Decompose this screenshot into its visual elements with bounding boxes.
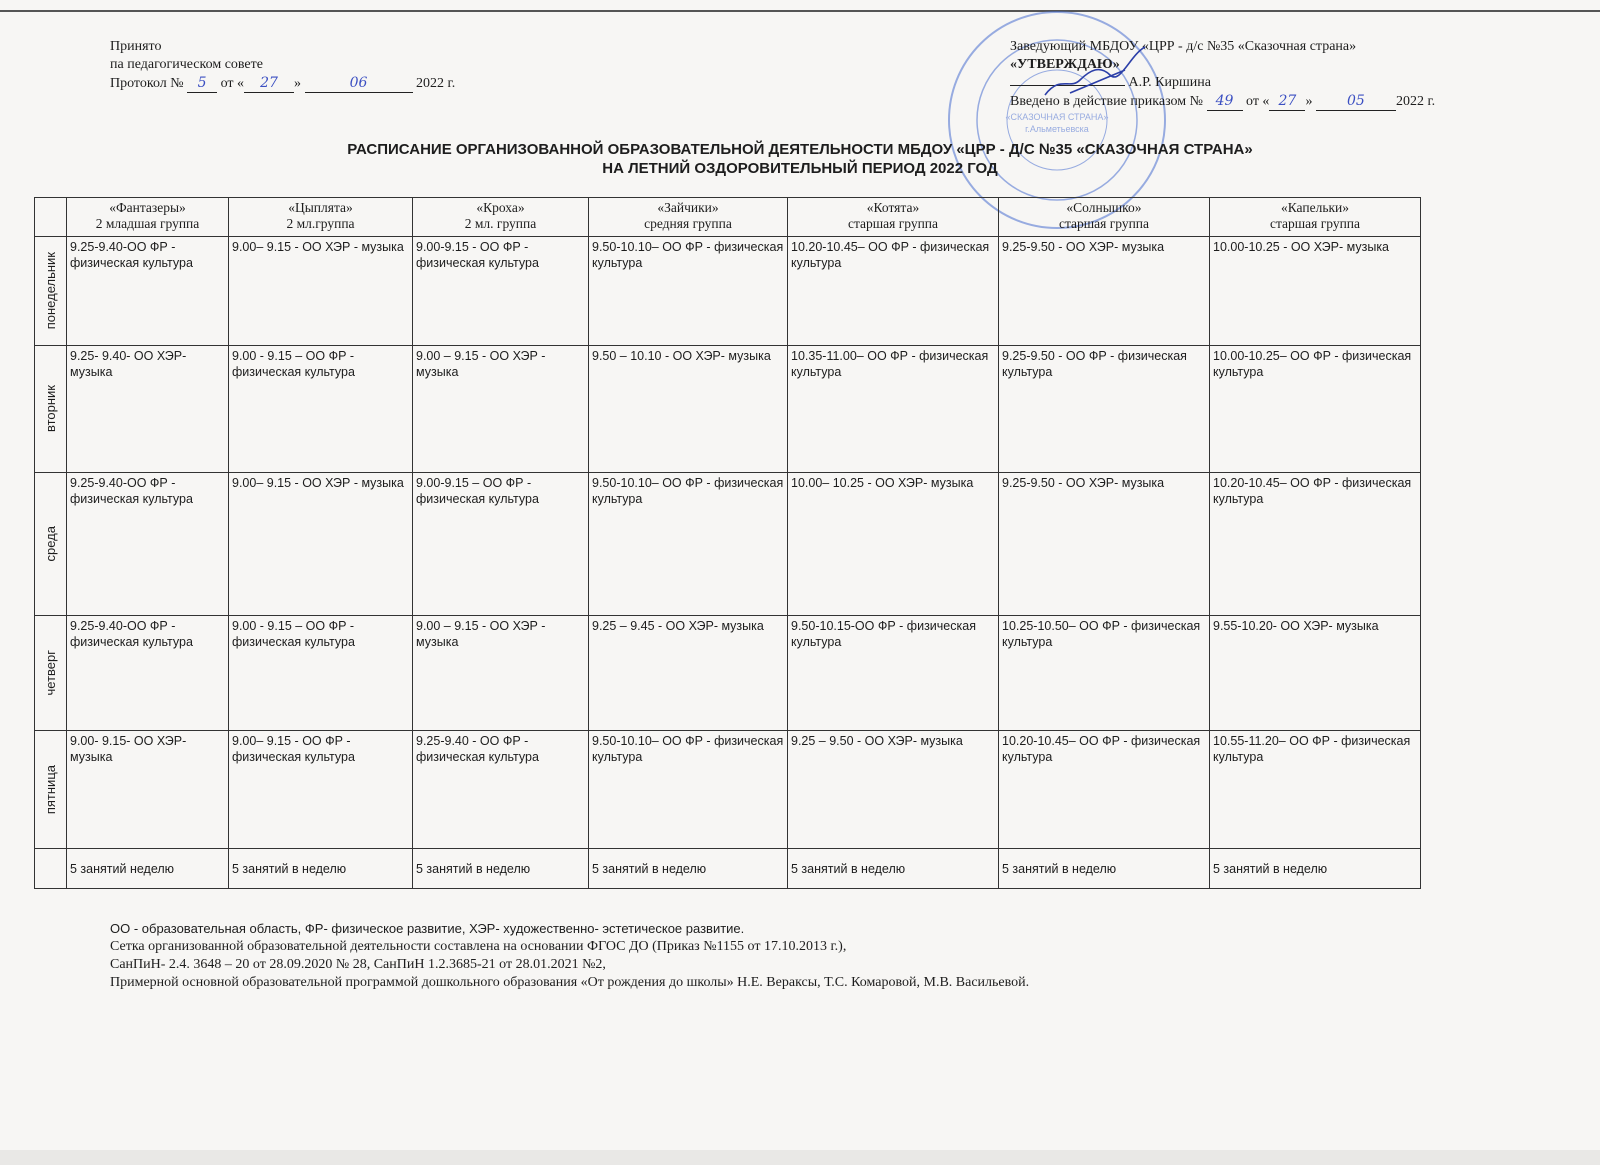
scan-edge-bottom <box>0 1150 1600 1165</box>
day-label-cell <box>35 731 67 849</box>
schedule-cell: 9.25-9.50 - ОО ХЭР- музыка <box>999 237 1210 346</box>
weekly-total-cell: 5 занятий в неделю <box>1210 849 1421 889</box>
document-title: РАСПИСАНИЕ ОРГАНИЗОВАННОЙ ОБРАЗОВАТЕЛЬНОЙ ДЕЯТЕЛЬНОСТИ МБДОУ «ЦРР - Д/С №35 «СКАЗОЧНАЯ СТРАНА» НА ЛЕТНИЙ ОЗДОРОВИТЕЛЬНЫЙ ПЕРИОД 2022 ГОД <box>347 141 1253 177</box>
sanpin-note: СанПиН- 2.4. 3648 – 20 от 28.09.2020 № 28, СанПиН 1.2.3685-21 от 28.01.2021 №2, <box>110 957 606 972</box>
schedule-cell: 9.25 – 9.45 - ОО ХЭР- музыка <box>589 616 788 731</box>
group-header-1 <box>67 198 229 237</box>
schedule-cell: 9.00– 9.15 - ОО ХЭР - музыка <box>229 237 413 346</box>
schedule-cell: 10.20-10.45– ОО ФР - физическая культура <box>788 237 999 346</box>
schedule-cell: 10.00-10.25 - ОО ХЭР- музыка <box>1210 237 1421 346</box>
day-label: среда <box>42 526 58 562</box>
group-header-5 <box>788 198 999 237</box>
totals-row <box>35 849 1421 889</box>
schedule-cell: 9.00-9.15 - ОО ФР - физическая культура <box>413 237 589 346</box>
corner-cell <box>35 198 67 237</box>
schedule-cell: 9.00– 9.15 - ОО ФР - физическая культура <box>229 731 413 849</box>
weekly-total-cell: 5 занятий неделю <box>67 849 229 889</box>
day-label: вторник <box>42 385 58 433</box>
svg-text:г.Альметьевска: г.Альметьевска <box>1025 124 1089 134</box>
schedule-cell: 9.25-9.40 - ОО ФР - физическая культура <box>413 731 589 849</box>
day-label: четверг <box>42 650 58 696</box>
totals-label-cell <box>35 849 67 889</box>
schedule-cell: 9.25-9.40-ОО ФР - физическая культура <box>67 237 229 346</box>
signer-name: А.Р. Киршина <box>1128 75 1211 90</box>
pedagogical-council-approval <box>110 38 455 93</box>
schedule-cell: 10.20-10.45– ОО ФР - физическая культура <box>1210 473 1421 616</box>
group-name: «Кроха» <box>476 200 525 215</box>
schedule-cell: 10.20-10.45– ОО ФР - физическая культура <box>999 731 1210 849</box>
footer-notes <box>110 920 1029 992</box>
day-row <box>35 731 1421 849</box>
day-label: пятница <box>42 764 58 815</box>
schedule-cell: 9.00 - 9.15 – ОО ФР - физическая культура <box>229 346 413 473</box>
day-row <box>35 237 1421 346</box>
schedule-cell: 9.00– 9.15 - ОО ХЭР - музыка <box>229 473 413 616</box>
schedule-cell: 9.50-10.10– ОО ФР - физическая культура <box>589 473 788 616</box>
schedule-cell: 9.25-9.40-ОО ФР - физическая культура <box>67 616 229 731</box>
schedule-cell: 10.55-11.20– ОО ФР - физическая культура <box>1210 731 1421 849</box>
day-row <box>35 346 1421 473</box>
schedule-cell: 9.50-10.10– ОО ФР - физическая культура <box>589 237 788 346</box>
accepted-label: Принято <box>110 39 162 54</box>
order-number: 49 <box>1207 92 1243 111</box>
schedule-cell: 9.00-9.15 – ОО ФР - физическая культура <box>413 473 589 616</box>
day-label-cell <box>35 237 67 346</box>
group-name: «Цыплята» <box>288 200 353 215</box>
group-header-4 <box>589 198 788 237</box>
protocol-month: 06 <box>305 74 413 93</box>
schedule-cell: 9.55-10.20- ОО ХЭР- музыка <box>1210 616 1421 731</box>
group-type: 2 мл. группа <box>464 216 537 231</box>
abbreviation-legend: ОО - образовательная область, ФР- физическое развитие, ХЭР- художественно- эстетическое развитие. <box>110 921 745 936</box>
group-header-2 <box>229 198 413 237</box>
day-label: понедельник <box>42 252 58 330</box>
group-header-3 <box>413 198 589 237</box>
group-header-7 <box>1210 198 1421 237</box>
handwritten-signature <box>1040 45 1150 105</box>
program-note: Примерной основной образовательной программой дошкольного образования «От рождения до школы» Н.Е. Вераксы, Т.С. Комаровой, М.В. Васильевой. <box>110 975 1030 990</box>
day-row <box>35 616 1421 731</box>
order-line: Введено в действие приказом № 49 от « 27 » 05 2022 г. <box>1010 93 1436 109</box>
group-type: старшая группа <box>1058 216 1150 231</box>
schedule-cell: 9.50 – 10.10 - ОО ХЭР- музыка <box>589 346 788 473</box>
day-label-cell <box>35 346 67 473</box>
svg-text:«СКАЗОЧНАЯ СТРАНА»: «СКАЗОЧНАЯ СТРАНА» <box>1005 112 1109 122</box>
schedule-cell: 9.25-9.50 - ОО ФР - физическая культура <box>999 346 1210 473</box>
protocol-line: Протокол № 5 от « 27 » 06 2022 г. <box>110 75 456 91</box>
schedule-cell: 10.00– 10.25 - ОО ХЭР- музыка <box>788 473 999 616</box>
schedule-cell: 9.25 – 9.50 - ОО ХЭР- музыка <box>788 731 999 849</box>
schedule-cell: 10.35-11.00– ОО ФР - физическая культура <box>788 346 999 473</box>
schedule-cell: 10.25-10.50– ОО ФР - физическая культура <box>999 616 1210 731</box>
schedule-cell: 9.50-10.10– ОО ФР - физическая культура <box>589 731 788 849</box>
scan-edge <box>0 10 1600 12</box>
schedule-cell: 9.00 – 9.15 - ОО ХЭР - музыка <box>413 346 589 473</box>
order-day: 27 <box>1269 92 1305 111</box>
approve-label: «УТВЕРЖДАЮ» <box>1010 57 1120 72</box>
weekly-total-cell: 5 занятий в неделю <box>788 849 999 889</box>
group-type: 2 мл.группа <box>286 216 355 231</box>
schedule-cell: 9.00 - 9.15 – ОО ФР - физическая культура <box>229 616 413 731</box>
schedule-cell: 10.00-10.25– ОО ФР - физическая культура <box>1210 346 1421 473</box>
director-title: Заведующий МБДОУ «ЦРР - д/с №35 «Сказочная страна» <box>1010 39 1357 54</box>
basis-note: Сетка организованной образовательной деятельности составлена на основании ФГОС ДО (Приказ №1155 от 17.10.2013 г.), <box>110 939 847 954</box>
weekly-total-cell: 5 занятий в неделю <box>229 849 413 889</box>
schedule-cell: 9.00- 9.15- ОО ХЭР- музыка <box>67 731 229 849</box>
schedule-cell: 9.50-10.15-ОО ФР - физическая культура <box>788 616 999 731</box>
day-label-cell <box>35 473 67 616</box>
group-type: старшая группа <box>847 216 939 231</box>
group-name: «Фантазеры» <box>109 200 186 215</box>
weekly-total-cell: 5 занятий в неделю <box>999 849 1210 889</box>
schedule-cell: 9.00 – 9.15 - ОО ХЭР - музыка <box>413 616 589 731</box>
group-name: «Котята» <box>866 200 920 215</box>
protocol-day: 27 <box>244 74 294 93</box>
group-name: «Капельки» <box>1280 200 1350 215</box>
group-header-6 <box>999 198 1210 237</box>
group-header-row <box>35 198 1421 237</box>
schedule-cell: 9.25-9.40-ОО ФР - физическая культура <box>67 473 229 616</box>
council-label: па педагогическом совете <box>110 57 263 72</box>
weekly-total-cell: 5 занятий в неделю <box>589 849 788 889</box>
day-label-cell <box>35 616 67 731</box>
order-month: 05 <box>1316 92 1396 111</box>
group-type: средняя группа <box>644 216 732 231</box>
protocol-number: 5 <box>187 74 217 93</box>
weekly-total-cell: 5 занятий в неделю <box>413 849 589 889</box>
group-name: «Солнышко» <box>1066 200 1142 215</box>
schedule-cell: 9.25- 9.40- ОО ХЭР- музыка <box>67 346 229 473</box>
group-type: 2 младшая группа <box>95 216 200 231</box>
schedule-cell: 9.25-9.50 - ОО ХЭР- музыка <box>999 473 1210 616</box>
schedule-table <box>34 197 1421 889</box>
day-row <box>35 473 1421 616</box>
group-type: старшая группа <box>1269 216 1361 231</box>
group-name: «Зайчики» <box>657 200 719 215</box>
